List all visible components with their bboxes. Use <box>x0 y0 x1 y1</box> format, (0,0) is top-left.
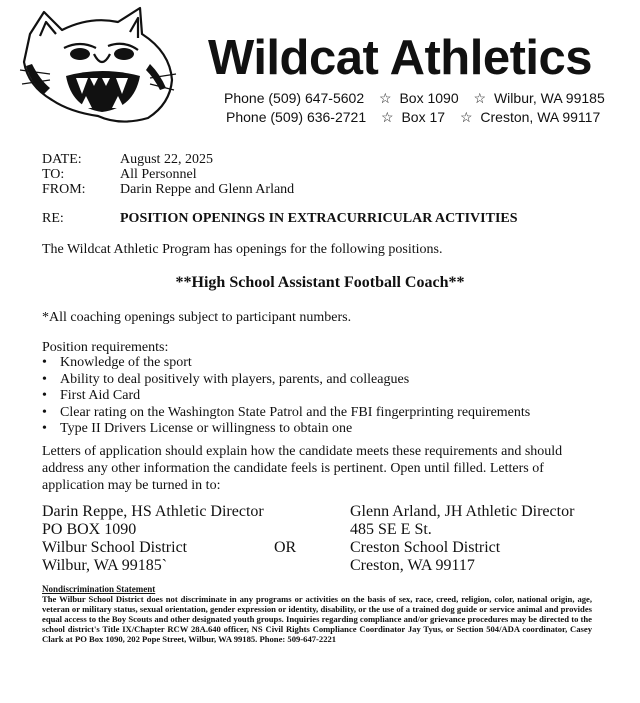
position-title: **High School Assistant Football Coach** <box>175 274 465 291</box>
requirements-heading: Position requirements: <box>42 340 169 355</box>
address-line: Wilbur School District <box>42 539 188 556</box>
re-label: RE: <box>42 211 64 226</box>
requirement-text: First Aid Card <box>60 388 141 404</box>
to-label: TO: <box>42 167 65 182</box>
star-icon: ☆ <box>459 109 473 125</box>
from-value: Darin Reppe and Glenn Arland <box>120 182 295 197</box>
re-value: POSITION OPENINGS IN EXTRACURRICULAR ACTIVITIES <box>120 211 518 226</box>
list-item <box>42 405 602 422</box>
list-item <box>42 388 602 405</box>
address-line: Creston School District <box>350 539 501 556</box>
address-line: PO BOX 1090 <box>42 521 137 538</box>
city-wilbur: Wilbur, WA 99185 <box>493 90 605 106</box>
requirement-text: Ability to deal positively with players, parents, and colleagues <box>60 371 410 387</box>
coaching-note: *All coaching openings subject to participant numbers. <box>42 310 352 325</box>
list-item <box>42 421 602 438</box>
requirement-text: Knowledge of the sport <box>60 355 192 370</box>
or-text: OR <box>274 539 297 556</box>
nondiscrimination-body: The Wilbur School District does not discriminate in any programs or activities on the basis of sex, race, creed, religion, color, national origin, age, veteran or military status, sexual orientation, gender expression or identity, disability, or the use of a trained dog guide or service animal and provides equal access to the Boy Scouts and other designated youth groups. Inquiries regarding compliance and/or grievance procedures may be directed to the school district's Title IX/Chapter RCW 28A.640 officer, NS Civil Rights Compliance Coordinator Jay Tyus, or Section 504/ADA coordinator, Casey Clark at PO Box 1090, 202 Pope Street, Wilbur, WA 99185. Phone: 509-647-2221 <box>42 594 592 644</box>
bullet-icon: • <box>42 404 47 420</box>
requirement-text: Clear rating on the Washington State Patrol and the FBI fingerprinting requirements <box>60 404 531 420</box>
intro-paragraph: The Wildcat Athletic Program has openings for the following positions. <box>42 242 443 257</box>
box-creston: Box 17 <box>401 109 446 125</box>
address-left <box>42 503 264 575</box>
bullet-icon: • <box>42 371 47 387</box>
address-line: Wilbur, WA 99185` <box>42 557 168 574</box>
bullet-icon: • <box>42 388 47 404</box>
from-label: FROM: <box>42 182 86 197</box>
contact-line-wilbur <box>224 90 609 107</box>
address-line: Darin Reppe, HS Athletic Director <box>42 503 264 520</box>
box-wilbur: Box 1090 <box>399 90 459 106</box>
list-item <box>42 372 602 389</box>
bullet-icon: • <box>42 421 47 437</box>
address-right <box>350 503 574 575</box>
letters-paragraph: Letters of application should explain how the candidate meets these requirements and should address any other information the candidate feels is pertinent. Open until filled. Letters of application may be turned in to: <box>42 444 563 493</box>
star-icon: ☆ <box>379 90 392 106</box>
city-creston: Creston, WA 99117 <box>480 109 601 125</box>
address-line: 485 SE E St. <box>350 521 432 538</box>
requirements-list <box>42 355 602 438</box>
bullet-icon: • <box>42 355 47 370</box>
address-line: Creston, WA 99117 <box>350 557 475 574</box>
letterhead-title: Wildcat Athletics <box>208 31 593 85</box>
phone-wilbur: Phone (509) 647-5602 <box>224 90 365 106</box>
star-icon: ☆ <box>381 109 394 125</box>
date-label: DATE: <box>42 152 82 167</box>
phone-creston: Phone (509) 636-2721 <box>226 109 367 125</box>
wildcat-logo <box>10 4 180 124</box>
nondiscrimination-title: Nondiscrimination Statement <box>42 584 156 594</box>
list-item <box>42 355 602 372</box>
to-value: All Personnel <box>120 167 197 182</box>
requirement-text: Type II Drivers License or willingness to obtain one <box>60 421 353 437</box>
address-line: Glenn Arland, JH Athletic Director <box>350 503 575 520</box>
date-value: August 22, 2025 <box>120 152 213 167</box>
star-icon: ☆ <box>473 90 487 106</box>
contact-line-creston <box>226 109 604 126</box>
